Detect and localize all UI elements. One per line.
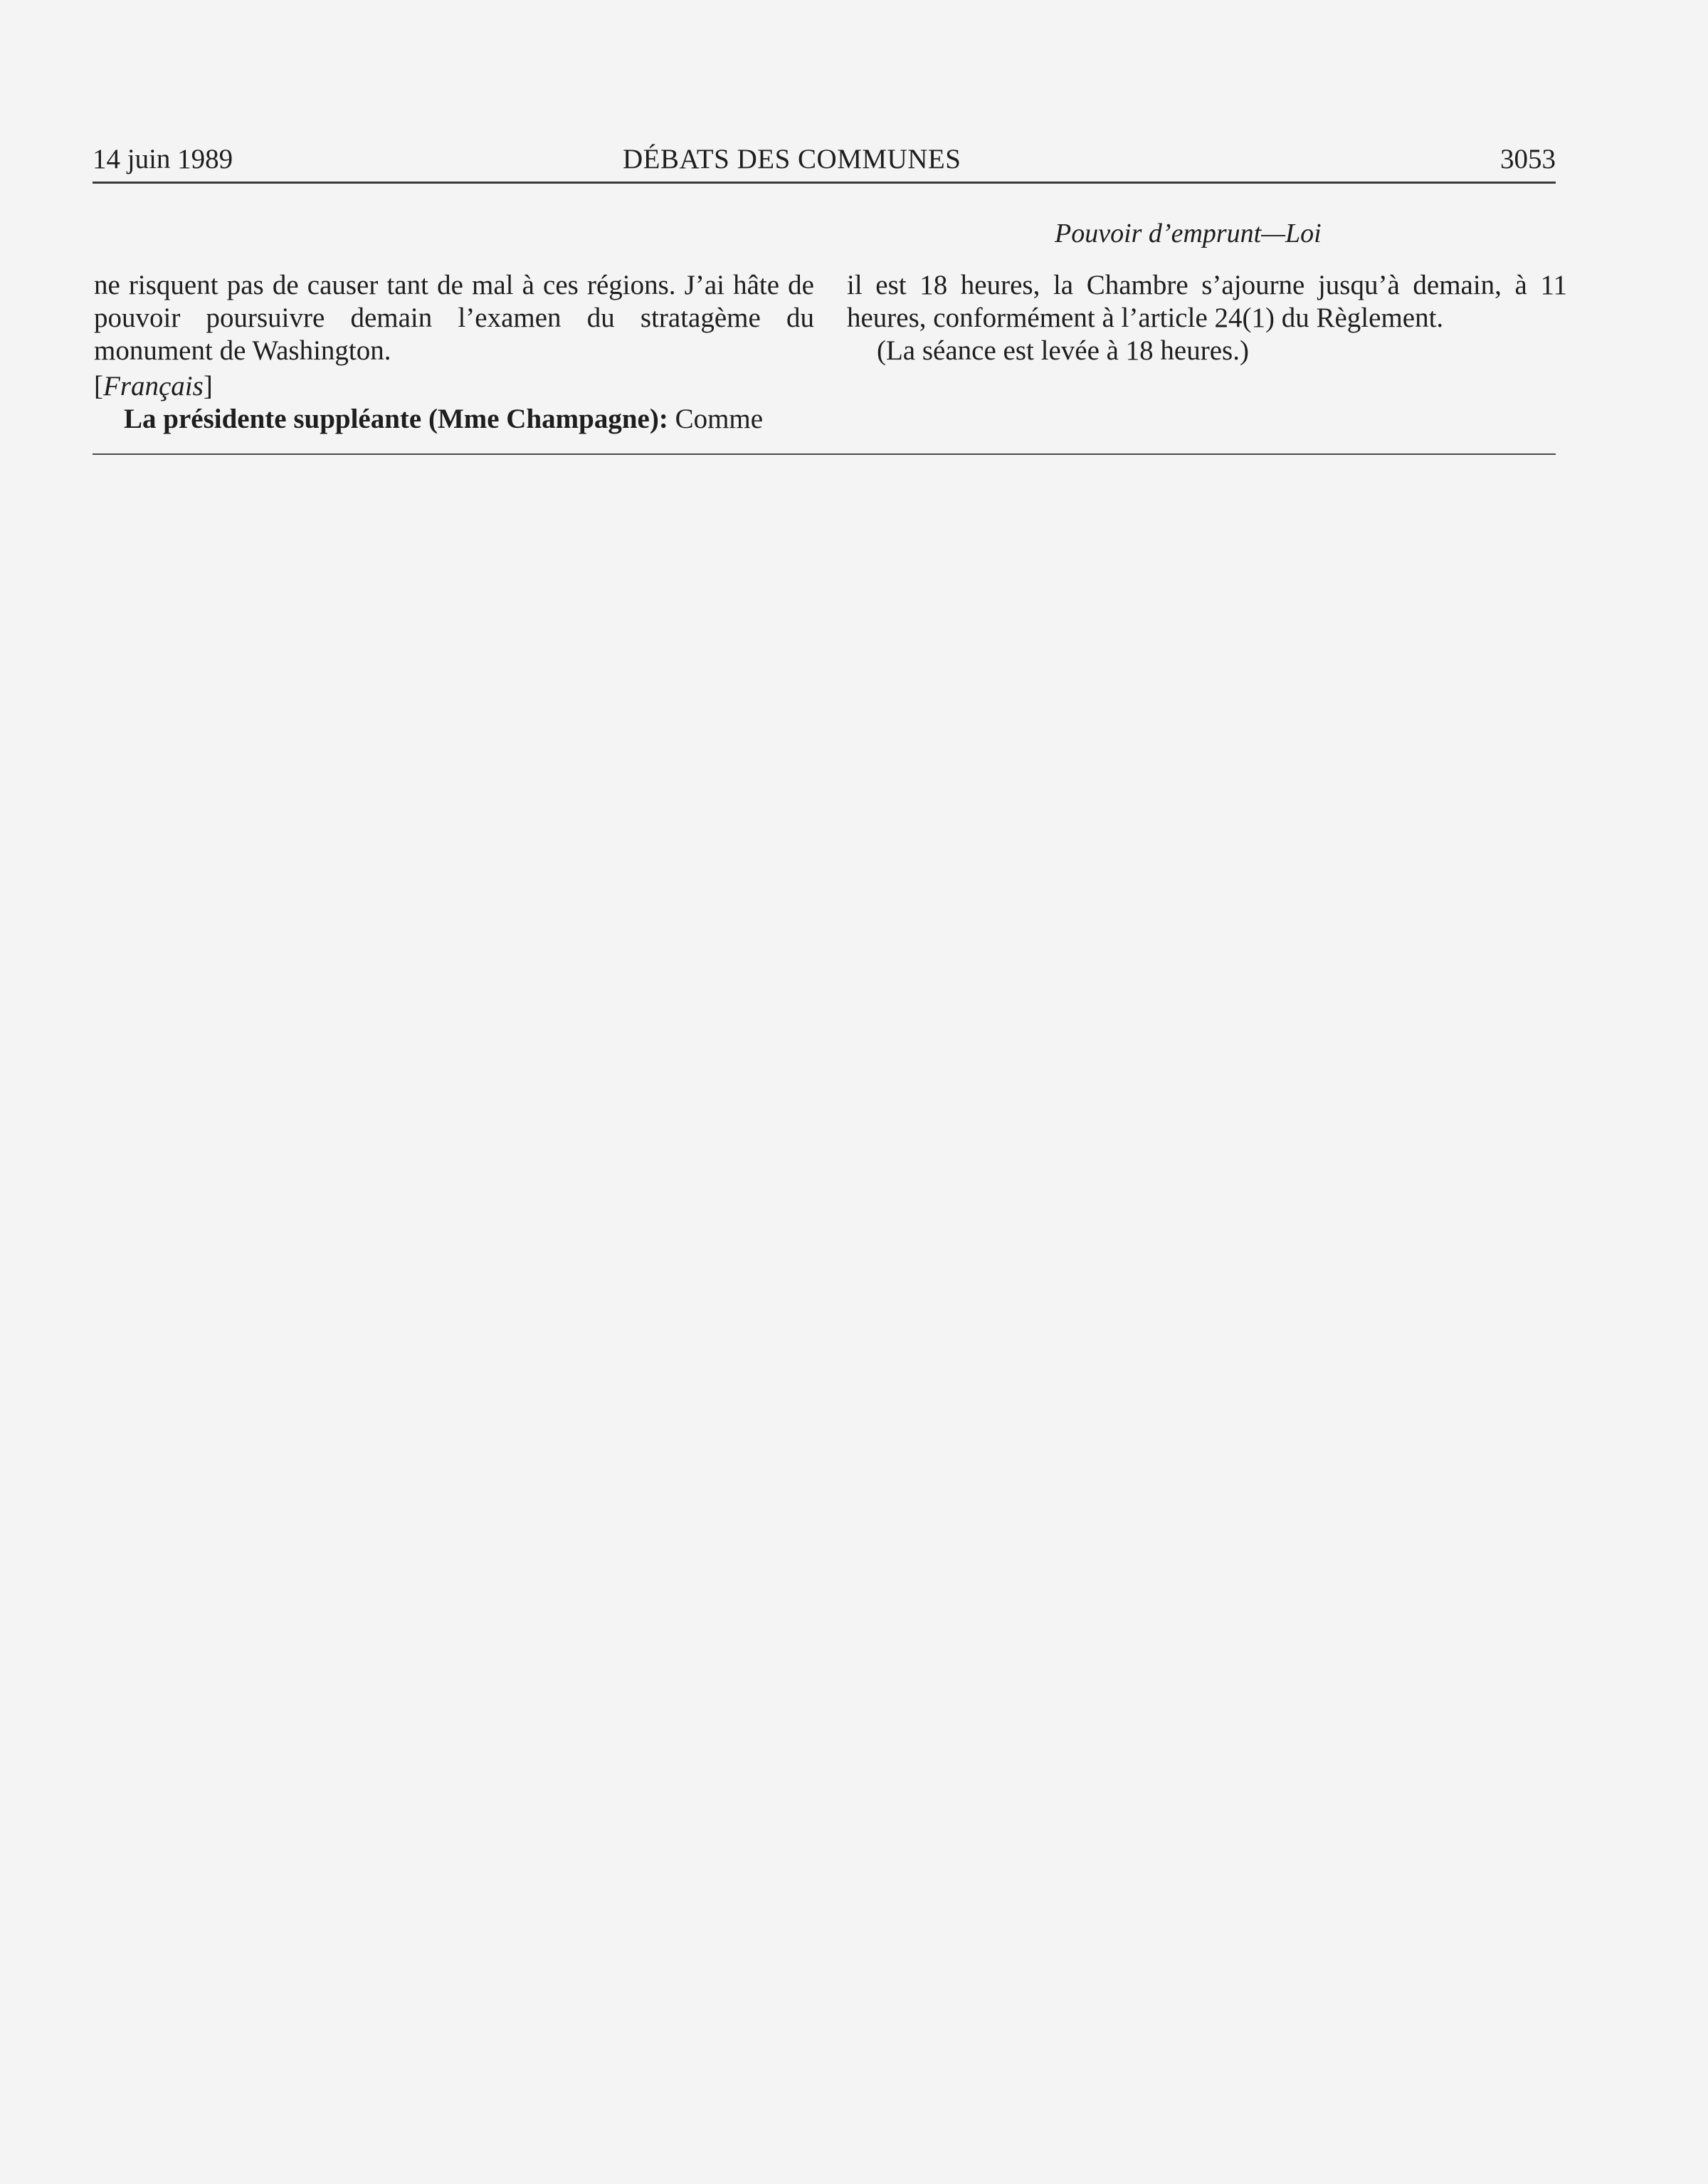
language-marker-close: ] [203, 371, 213, 401]
speaker-text: Comme [675, 404, 764, 434]
header-date: 14 juin 1989 [93, 144, 233, 174]
right-paragraph: il est 18 heures, la Chambre s’ajourne jusqu’à demain, à 11 heures, conformément à l’article 24(1) du Règlement. [847, 270, 1567, 333]
running-head: Pouvoir d’emprunt—Loi [1055, 219, 1322, 248]
header-rule [93, 182, 1556, 184]
left-paragraph: ne risquent pas de causer tant de mal à ces régions. J’ai hâte de pouvoir poursuivre demain l’examen du stratagème du monument de Washington. [94, 270, 814, 366]
speaker-name: La présidente suppléante (Mme Champagne): [124, 404, 668, 434]
header-page-number: 3053 [1500, 144, 1556, 174]
page-header [93, 140, 1556, 179]
adjournment-note: (La séance est levée à 18 heures.) [877, 335, 1249, 366]
language-marker-text: Français [103, 371, 204, 401]
right-column [847, 269, 1567, 367]
end-rule [93, 453, 1556, 455]
left-column [94, 269, 814, 436]
speaker-paragraph [94, 403, 814, 436]
language-marker [94, 370, 814, 403]
header-title: DÉBATS DES COMMUNES [623, 144, 961, 174]
language-marker-open: [ [94, 371, 103, 401]
